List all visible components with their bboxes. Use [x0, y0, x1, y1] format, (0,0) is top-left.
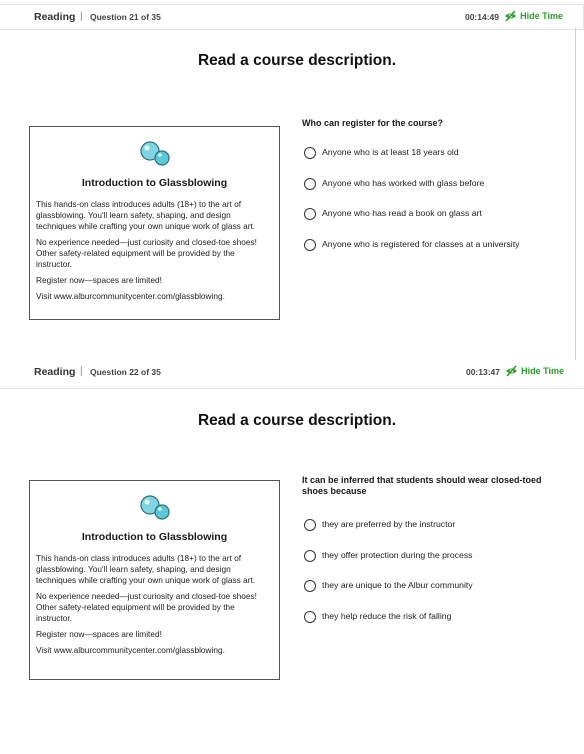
course-url: Visit www.alburcommunitycenter.com/glassblowing. — [36, 291, 225, 301]
radio-button[interactable] — [304, 178, 316, 190]
test-header-bar — [0, 4, 584, 30]
answer-option-b[interactable] — [304, 177, 574, 208]
question-counter: Question 22 of 35 — [90, 367, 161, 377]
hide-time-button[interactable]: Hide Time — [521, 366, 564, 376]
timer: 00:14:49 — [464, 12, 499, 22]
answer-option-c[interactable] — [304, 579, 574, 610]
course-description-card — [29, 480, 280, 680]
course-description-card — [29, 126, 280, 320]
glass-bubbles-icon — [138, 139, 172, 167]
answer-option-a[interactable] — [304, 518, 574, 549]
radio-button[interactable] — [304, 208, 316, 220]
answer-option-a[interactable] — [304, 146, 574, 177]
eye-slash-icon[interactable] — [505, 365, 518, 377]
section-name: Reading — [34, 366, 76, 378]
answer-option-d[interactable] — [304, 238, 574, 269]
answer-label: they are preferred by the instructor — [322, 519, 456, 529]
radio-button[interactable] — [304, 239, 316, 251]
answer-option-d[interactable] — [304, 610, 574, 641]
question-prompt: Who can register for the course? — [302, 118, 444, 128]
course-intro: This hands-on class introduces adults (18+) to the art of glassblowing. You'll learn safety, shaping, and design techniques while crafting your own unique work of glass art. — [36, 553, 256, 585]
question-screen-21 — [0, 0, 584, 360]
answer-label: Anyone who is registered for classes at a university — [322, 238, 520, 249]
answer-label: they are unique to the Albur community — [322, 580, 473, 590]
hide-time-button[interactable]: Hide Time — [520, 11, 563, 21]
radio-button[interactable] — [304, 550, 316, 562]
question-prompt: It can be inferred that students should wear closed-toed shoes because — [302, 475, 542, 496]
panel-edge — [575, 28, 576, 360]
test-header-bar — [0, 360, 584, 389]
answer-label: Anyone who has read a book on glass art — [322, 208, 482, 218]
question-screen-22 — [0, 360, 584, 754]
course-intro: This hands-on class introduces adults (18+) to the art of glassblowing. You'll learn safety, shaping, and design techniques while crafting your own unique work of glass art. — [36, 199, 256, 231]
timer: 00:13:47 — [465, 367, 500, 377]
answer-label: they offer protection during the process — [322, 549, 473, 560]
course-register-note: Register now—spaces are limited! — [36, 275, 162, 285]
eye-slash-icon[interactable] — [504, 10, 517, 22]
radio-button[interactable] — [304, 519, 316, 531]
course-url: Visit www.alburcommunitycenter.com/glassblowing. — [36, 645, 225, 655]
answer-options — [304, 146, 574, 268]
radio-button[interactable] — [304, 147, 316, 159]
course-requirements: No experience needed—just curiosity and closed-toe shoes! Other safety-related equipment will be provided by the instructor. — [36, 237, 257, 269]
course-register-note: Register now—spaces are limited! — [36, 629, 162, 639]
course-requirements: No experience needed—just curiosity and closed-toe shoes! Other safety-related equipment will be provided by the instructor. — [36, 591, 257, 623]
header-divider: | — [80, 366, 83, 377]
answer-option-c[interactable] — [304, 207, 574, 238]
answer-label: they help reduce the risk of falling — [322, 610, 452, 621]
radio-button[interactable] — [304, 611, 316, 623]
radio-button[interactable] — [304, 580, 316, 592]
page-title: Read a course description. — [197, 52, 397, 69]
course-title: Introduction to Glassblowing — [81, 177, 228, 189]
answer-label: Anyone who has worked with glass before — [322, 177, 485, 188]
page-title: Read a course description. — [197, 412, 397, 429]
question-counter: Question 21 of 35 — [90, 12, 161, 22]
glass-bubbles-icon — [138, 493, 172, 521]
course-title: Introduction to Glassblowing — [81, 531, 228, 543]
answer-options — [304, 518, 574, 640]
answer-label: Anyone who is at least 18 years old — [322, 147, 459, 157]
answer-option-b[interactable] — [304, 549, 574, 580]
header-divider: | — [80, 11, 83, 22]
section-name: Reading — [34, 11, 76, 23]
